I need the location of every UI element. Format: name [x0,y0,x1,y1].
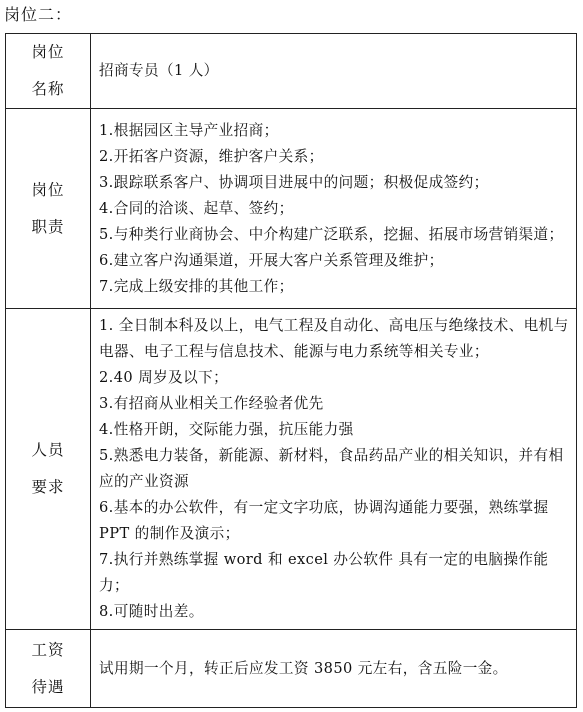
content-line: 2.40 周岁及以下； [99,369,229,386]
row-label-line: 职责 [31,217,65,236]
content-line: 1. 全日制本科及以上，电气工程及自动化、高电压与绝缘技术、电机与电器、电子工程与信息技术、能源与电力系统等相关专业； [99,317,569,360]
content-line: 3.跟踪联系客户、协调项目进展中的问题；积极促成签约； [99,173,489,191]
content-line: 招商专员（1 人） [99,62,219,79]
row-label-line: 要求 [31,478,65,496]
content-line: 7.执行并熟练掌握 word 和 excel 办公软件 具有一定的电脑操作能力； [99,551,549,594]
content-line: 6.基本的办公软件，有一定文字功底，协调沟通能力要强，熟练掌握 PPT 的制作及演示； [99,499,549,542]
row-label [6,34,91,109]
row-label [6,109,91,309]
content-line: 8.可随时出差。 [99,603,204,620]
content-line: 4.合同的洽谈、起草、签约； [99,199,294,217]
row-label-line: 工资 [31,640,65,659]
row-content [91,630,577,708]
row-label [6,630,91,708]
content-line: 1.根据园区主导产业招商； [99,121,279,139]
content-line: 6.建立客户沟通渠道，开展大客户关系管理及维护； [99,251,444,269]
content-line: 7.完成上级安排的其他工作； [99,277,294,295]
content-line: 4.性格开朗，交际能力强，抗压能力强 [99,421,354,438]
content-line: 2.开拓客户资源，维护客户关系； [99,147,324,165]
row-label-line: 人员 [31,441,65,459]
content-line: 3.有招商从业相关工作经验者优先 [99,395,324,412]
row-content [91,109,577,309]
table-row-responsibilities [6,109,577,309]
job-description-table [5,33,577,708]
content-line: 试用期一个月，转正后应发工资 3850 元左右，含五险一金。 [99,659,508,677]
section-heading: 岗位二： [4,5,73,24]
table-row-salary [6,630,577,708]
table-row-requirements [6,309,577,630]
row-label [6,309,91,630]
row-content [91,309,577,630]
table-row-position-name [6,34,577,109]
row-label-line: 岗位 [31,43,65,61]
row-label-line: 岗位 [31,180,65,199]
row-label-line: 待遇 [31,677,65,696]
content-line: 5.与种类行业商协会、中介构建广泛联系，挖掘、拓展市场营销渠道； [99,225,564,243]
row-content [91,34,577,109]
row-label-line: 名称 [31,80,65,98]
content-line: 5.熟悉电力装备，新能源、新材料，食品药品产业的相关知识，并有相应的产业资源 [99,447,564,490]
